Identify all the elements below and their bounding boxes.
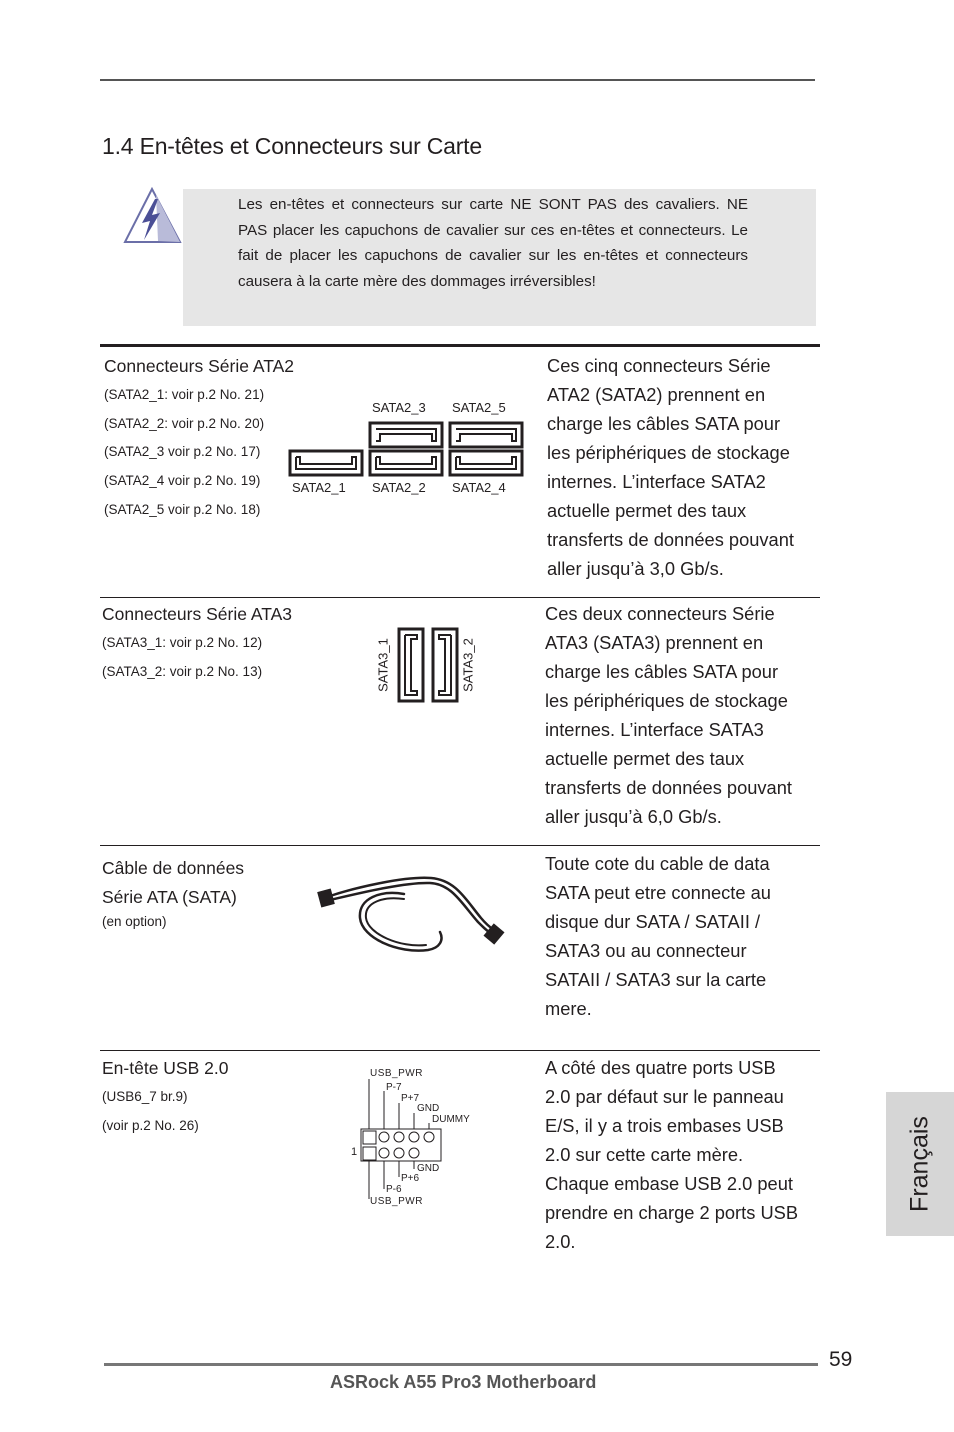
usb-ref: (USB6_7 br.9) <box>102 1089 188 1104</box>
pin-gnd-top: GND <box>417 1103 440 1114</box>
warning-lightning-icon <box>122 187 184 245</box>
pin-p-minus-7: P-7 <box>386 1082 402 1093</box>
divider <box>100 845 820 846</box>
language-tab <box>886 1092 954 1236</box>
pin-p-minus-6: P-6 <box>386 1184 402 1195</box>
sata2-ref: (SATA2_5 voir p.2 No. 18) <box>104 502 261 517</box>
divider <box>100 597 820 598</box>
warning-text: Les en-têtes et connecteurs sur carte NE SONT PAS des cavaliers. NE PAS placer les capuchons de cavalier sur ces en-têtes et connecteurs. Le fait de placer les capuchons de cavalier sur les en-têtes et connecteurs causera à la carte mère des dommages irréversibles! <box>238 196 748 290</box>
sata2-title: Connecteurs Série ATA2 <box>104 356 295 376</box>
divider <box>100 1050 820 1051</box>
footer-title: ASRock A55 Pro3 Motherboard <box>330 1372 597 1392</box>
language-tab-label: Français <box>905 1116 934 1212</box>
usb-header-pinout-diagram <box>350 1065 485 1213</box>
pin-p-plus-6: P+6 <box>401 1173 420 1184</box>
sata3-ref: (SATA3_1: voir p.2 No. 12) <box>102 635 263 650</box>
sata2-ref: (SATA2_1: voir p.2 No. 21) <box>104 387 265 402</box>
sata2-2-label: SATA2_2 <box>372 480 426 495</box>
sata2-4-label: SATA2_4 <box>452 480 506 495</box>
top-rule <box>100 79 815 81</box>
sata3-connector-diagram <box>396 626 460 704</box>
sata2-description: Ces cinq connecteurs Série ATA2 (SATA2) prennent en charge les câbles SATA pour les périphériques de stockage internes. L’interface SATA2 actuelle permet des taux transferts de données pouvant aller jusqu’à 3,0 Gb/s. <box>547 355 794 579</box>
sata2-5-label: SATA2_5 <box>452 400 506 415</box>
page-number: 59 <box>829 1348 853 1371</box>
cable-title: Câble de données Série ATA (SATA) <box>102 858 245 907</box>
warning-box <box>183 189 816 326</box>
pin-1-marker: 1 <box>351 1146 358 1158</box>
pin-usb-pwr-top: USB_PWR <box>370 1068 423 1079</box>
sata-cable-image <box>316 870 506 960</box>
usb-ref: (voir p.2 No. 26) <box>102 1118 199 1133</box>
sata2-ref: (SATA2_4 voir p.2 No. 19) <box>104 473 261 488</box>
pin-gnd-bottom: GND <box>417 1163 440 1174</box>
section-title: 1.4 En-têtes et Connecteurs sur Carte <box>102 133 482 159</box>
sata3-description: Ces deux connecteurs Série ATA3 (SATA3) prennent en charge les câbles SATA pour les périphériques de stockage internes. L’interface SATA3 actuelle permet des taux transferts de données pouvant aller jusqu’à 6,0 Gb/s. <box>545 603 792 827</box>
usb-title: En-tête USB 2.0 <box>102 1058 229 1078</box>
sata2-ref: (SATA2_2: voir p.2 No. 20) <box>104 416 265 431</box>
sata2-3-label: SATA2_3 <box>372 400 426 415</box>
sata3-title: Connecteurs Série ATA3 <box>102 604 293 624</box>
cable-description: Toute cote du cable de data SATA peut etre connecte au disque dur SATA / SATAII / SATA3 ou au connecteur SATAII / SATA3 sur la carte mere. <box>545 853 771 1019</box>
sata3-2-label: SATA3_2 <box>460 638 476 692</box>
sata2-ref: (SATA2_3 voir p.2 No. 17) <box>104 444 261 459</box>
sata2-1-label: SATA2_1 <box>292 480 346 495</box>
section-divider <box>100 344 820 347</box>
sata3-ref: (SATA3_2: voir p.2 No. 13) <box>102 664 263 679</box>
pin-p-plus-7: P+7 <box>401 1093 420 1104</box>
footer-rule <box>104 1363 818 1366</box>
pin-dummy: DUMMY <box>432 1114 470 1125</box>
usb-description: A côté des quatre ports USB 2.0 par défaut sur le panneau E/S, il y a trois embases USB 2.0 sur cette carte mère. Chaque embase USB 2.0 peut prendre en charge 2 ports USB 2.0. <box>545 1057 799 1252</box>
sata2-connector-diagram <box>285 420 525 480</box>
sata3-1-label: SATA3_1 <box>375 638 391 692</box>
cable-note: (en option) <box>102 914 167 929</box>
pin-usb-pwr-bottom: USB_PWR <box>370 1196 423 1207</box>
